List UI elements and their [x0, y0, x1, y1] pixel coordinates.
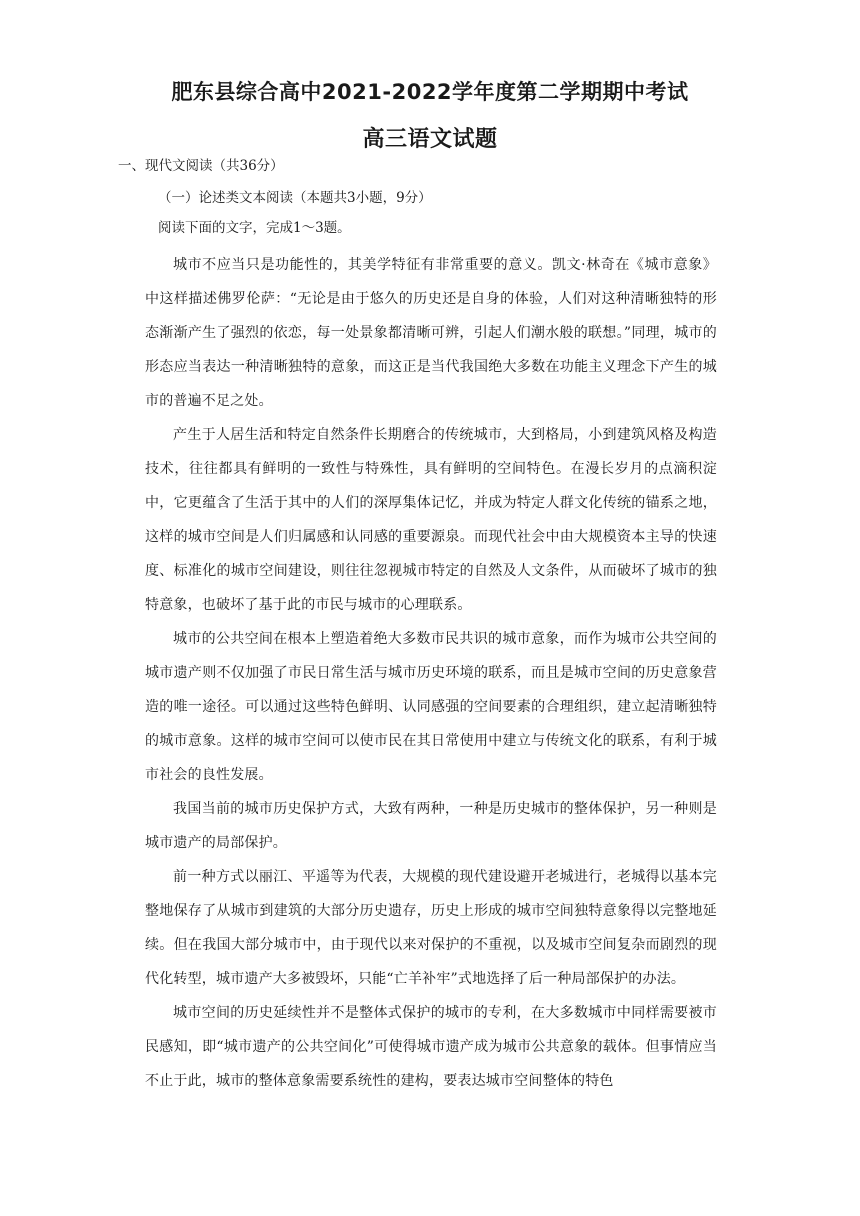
paragraph: 前一种方式以丽江、平遥等为代表，大规模的现代建设避开老城进行，老城得以基本完整地保存了从城市到建筑的大部分历史遗存，历史上形成的城市空间独特意象得以完整地延续。但在我国大部分城市中，由于现代以来对保护的不重视，以及城市空间复杂而剧烈的现代化转型，城市遗产大多被毁坏，只能“亡羊补牢”式地选择了后一种局部保护的办法。 [145, 869, 717, 987]
reading-instruction: 阅读下面的文字，完成1～3题。 [158, 220, 351, 236]
paragraph: 城市空间的历史延续性并不是整体式保护的城市的专利，在大多数城市中同样需要被市民感知，即“城市遗产的公共空间化”可使得城市遗产成为城市公共意象的载体。但事情应当不止于此，城市的整体意象需要系统性的建构，要表达城市空间整体的特色 [145, 1005, 717, 1089]
paragraph: 城市不应当只是功能性的，其美学特征有非常重要的意义。凯文·林奇在《城市意象》中这样描述佛罗伦萨：“无论是由于悠久的历史还是自身的体验，人们对这种清晰独特的形态渐渐产生了强烈的依恋，每一处景象都清晰可辨，引起人们潮水般的联想。”同理，城市的形态应当表达一种清晰独特的意象，而这正是当代我国绝大多数在功能主义理念下产生的城市的普遍不足之处。 [145, 257, 717, 409]
paragraph: 产生于人居生活和特定自然条件长期磨合的传统城市，大到格局，小到建筑风格及构造技术，往往都具有鲜明的一致性与特殊性，具有鲜明的空间特色。在漫长岁月的点滴积淀中，它更蕴含了生活于其中的人们的深厚集体记忆，并成为特定人群文化传统的锚系之地，这样的城市空间是人们归属感和认同感的重要源泉。而现代社会中由大规模资本主导的快速度、标准化的城市空间建设，则往往忽视城市特定的自然及人文条件，从而破坏了城市的独特意象，也破坏了基于此的市民与城市的心理联系。 [145, 427, 717, 613]
exam-subtitle: 高三语文试题 [362, 127, 498, 152]
subsection-heading: （一）论述类文本阅读（本题共3小题，9分） [158, 190, 432, 206]
exam-title: 肥东县综合高中2021-2022学年度第二学期期中考试 [171, 80, 689, 104]
paragraph: 我国当前的城市历史保护方式，大致有两种，一种是历史城市的整体保护，另一种则是城市遗产的局部保护。 [145, 801, 717, 851]
paragraph: 城市的公共空间在根本上塑造着绝大多数市民共识的城市意象，而作为城市公共空间的城市遗产则不仅加强了市民日常生活与城市历史环境的联系，而且是城市空间的历史意象营造的唯一途径。可以通过这些特色鲜明、认同感强的空间要素的合理组织，建立起清晰独特的城市意象。这样的城市空间可以使市民在其日常使用中建立与传统文化的联系，有利于城市社会的良性发展。 [145, 631, 717, 783]
article-body [145, 248, 717, 1098]
section-heading: 一、现代文阅读（共36分） [118, 158, 284, 174]
